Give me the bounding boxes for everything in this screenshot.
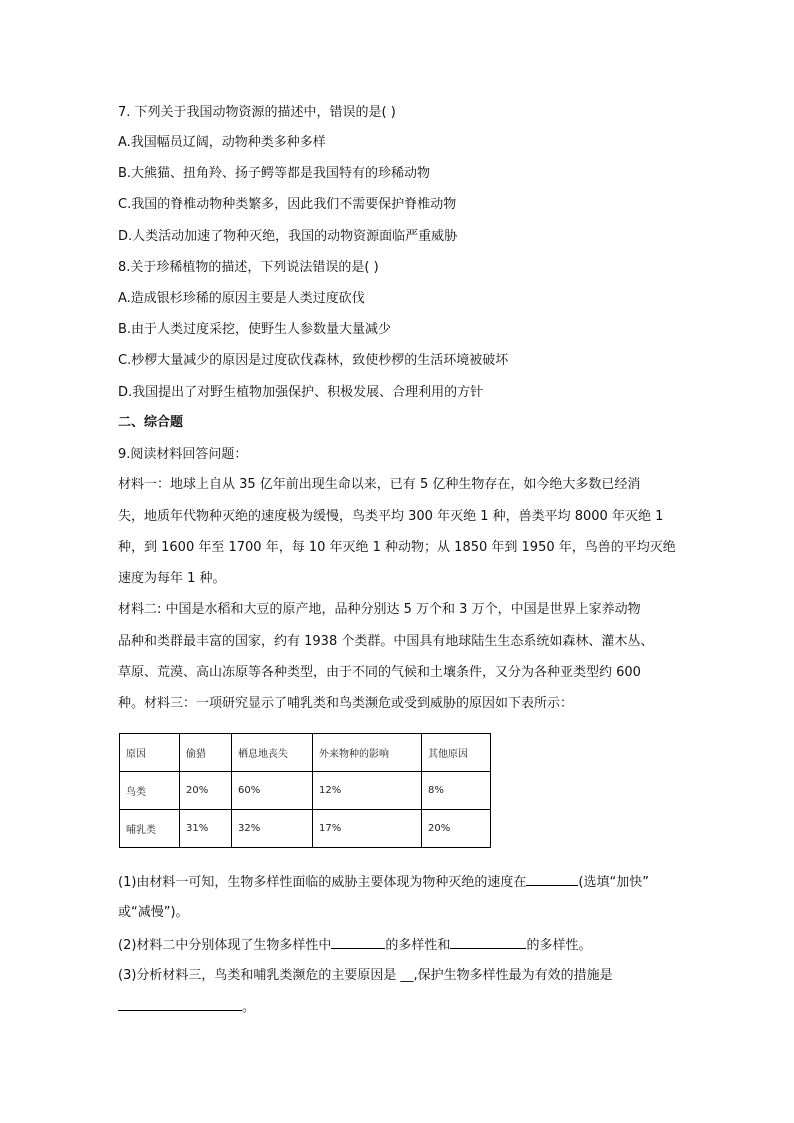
table-header-cell: 原因 [120, 734, 180, 772]
q8-option-c: C.杪椤大量减少的原因是过度砍伐森林，致使杪椤的生活环境被破坏 [118, 353, 509, 368]
sub3-line2 [118, 998, 255, 1017]
table-row [120, 810, 491, 848]
material-line: 种，到 1600 年至 1700 年，每 10 年灭绝 1 种动物；从 1850 年到 1950 年，鸟兽的平均灭绝 [118, 540, 676, 555]
q8-stem: 8.关于珍稀植物的描述，下列说法错误的是( ) [118, 260, 379, 275]
table-cell: 8% [422, 772, 491, 810]
q7-option-a: A.我国幅员辽阔，动物种类多种多样 [118, 135, 326, 150]
q7-stem: 7. 下列关于我国动物资源的描述中，错误的是( ) [118, 105, 396, 120]
table-cell: 31% [180, 810, 232, 848]
material-line: 材料二: 中国是水稻和大豆的原产地，品种分别达 5 万个和 3 万个，中国是世界上家养动物 [118, 602, 641, 617]
q7-option-b: B.大熊猫、扭角羚、扬子鳄等都是我国特有的珍稀动物 [118, 166, 431, 181]
material-line: 品种和类群最丰富的国家，约有 1938 个类群。中国具有地球陆生生态系统如森林、灌木丛、 [118, 634, 654, 649]
sub1-line2: 或“减慢”)。 [118, 905, 189, 920]
sub3-end: 。 [242, 1000, 256, 1015]
table-cell: 60% [232, 772, 313, 810]
table-cell: 哺乳类 [120, 810, 180, 848]
answer-blank[interactable] [526, 873, 578, 886]
material-line: 种。材料三：一项研究显示了哺乳类和鸟类濒危或受到威胁的原因如下表所示： [118, 696, 574, 711]
table-header-cell: 外来物种的影响 [313, 734, 422, 772]
table-cell: 17% [313, 810, 422, 848]
table-cell: 32% [232, 810, 313, 848]
table-cell: 鸟类 [120, 772, 180, 810]
sub2-part2: 的多样性和 [385, 938, 451, 953]
answer-blank[interactable] [118, 998, 242, 1011]
sub-question-2 [118, 936, 591, 955]
section-heading: 二、综合题 [118, 415, 184, 430]
table-row [120, 772, 491, 810]
table-header-cell: 栖息地丧失 [232, 734, 313, 772]
q9-stem: 9.阅读材料回答问题： [118, 447, 248, 462]
sub-question-3: (3)分析材料三，鸟类和哺乳类濒危的主要原因是 __,保护生物多样性最为有效的措施是 [118, 968, 613, 983]
answer-blank[interactable] [450, 936, 526, 949]
sub1-choice: (选填“加快” [578, 875, 649, 890]
q7-option-d: D.人类活动加速了物种灭绝，我国的动物资源面临严重威胁 [118, 229, 458, 244]
answer-blank[interactable] [331, 936, 385, 949]
sub2-part3: 的多样性。 [526, 938, 592, 953]
table-header-row [120, 734, 491, 772]
table-cell: 20% [422, 810, 491, 848]
material-line: 草原、荒漠、高山冻原等各种类型，由于不同的气候和土壤条件，又分为各种亚类型约 600 [118, 665, 641, 680]
material-line: 失，地质年代物种灭绝的速度极为缓慢，鸟类平均 300 年灭绝 1 种，兽类平均 8000 年灭绝 1 [118, 509, 664, 524]
q8-option-d: D.我国提出了对野生植物加强保护、积极发展、合理利用的方针 [118, 385, 484, 400]
table-cell: 20% [180, 772, 232, 810]
sub2-part1: (2)材料二中分别体现了生物多样性中 [118, 938, 332, 953]
q8-option-a: A.造成银杉珍稀的原因主要是人类过度砍伐 [118, 291, 365, 306]
q8-option-b: B.由于人类过度采挖，使野生人参数量大量减少 [118, 322, 392, 337]
table-header-cell: 偷猎 [180, 734, 232, 772]
threat-causes-table [119, 733, 491, 848]
material-line: 速度为每年 1 种。 [118, 571, 226, 586]
sub1-text: (1)由材料一可知，生物多样性面临的威胁主要体现为物种灭绝的速度在 [118, 875, 527, 890]
table-cell: 12% [313, 772, 422, 810]
q7-option-c: C.我国的脊椎动物种类繁多，因此我们不需要保护脊椎动物 [118, 197, 457, 212]
table-header-cell: 其他原因 [422, 734, 491, 772]
material-line: 材料一：地球上自从 35 亿年前出现生命以来，已有 5 亿种生物存在，如今绝大多数已经消 [118, 477, 641, 492]
sub-question-1 [118, 873, 649, 892]
